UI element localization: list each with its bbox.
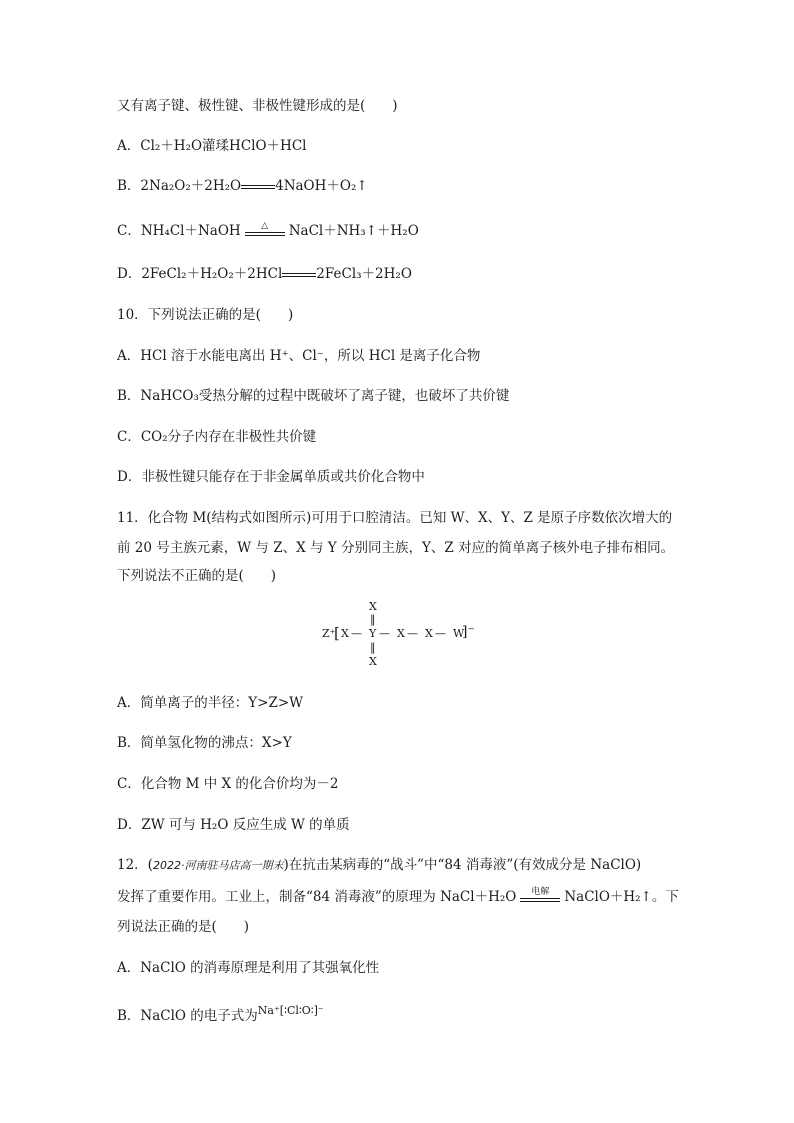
struct-double-bond-top: ‖	[370, 613, 376, 626]
struct-bracket-open: [	[334, 624, 340, 642]
q9-b-label: B．	[117, 178, 141, 194]
electrolysis-condition-arrow	[520, 886, 560, 905]
q9-b-right: 4NaOH＋O₂↑	[275, 178, 368, 194]
q9-option-c	[117, 221, 419, 241]
q9-option-d	[117, 264, 412, 284]
q12-b-text: B．NaClO 的电子式为	[117, 1008, 258, 1024]
q9-d-label: D．	[117, 266, 142, 282]
struct-z-plus: Z⁺	[322, 627, 336, 640]
q12-line2-right: NaClO＋H₂↑。下	[564, 889, 679, 905]
q9-c-label: C．	[117, 223, 141, 239]
struct-double-bond-bottom: ‖	[370, 641, 376, 654]
q9-d-left: 2FeCl₂＋H₂O₂＋2HCl	[141, 266, 283, 282]
electrolysis-label: 电解	[531, 886, 550, 897]
structural-formula-m	[322, 600, 475, 675]
q12-number: 12．(	[117, 857, 153, 873]
struct-dash1: —	[351, 627, 362, 640]
q10-option-c: C．CO₂分子内存在非极性共价键	[117, 429, 317, 445]
q12-line2	[117, 887, 679, 907]
q11-option-b: B．简单氢化物的沸点：X>Y	[117, 735, 292, 751]
struct-x-top: X	[369, 600, 377, 613]
struct-x-bottom: X	[369, 655, 377, 668]
q10-stem: 10．下列说法正确的是( )	[117, 307, 294, 323]
struct-y: Y	[369, 627, 377, 640]
q12-line1	[117, 855, 641, 876]
q9-option-b	[117, 176, 368, 196]
q9-b-left: 2Na₂O₂＋2H₂O	[140, 178, 242, 194]
heat-symbol: △	[261, 220, 269, 231]
equals-sign-icon	[241, 182, 275, 192]
q12-line1-rest: )在抗击某病毒的“战斗”中“84 消毒液”(有效成分是 NaClO)	[283, 857, 642, 873]
q11-line3: 下列说法不正确的是( )	[117, 568, 277, 584]
struct-x2: X	[397, 627, 405, 640]
q11-option-d: D．ZW 可与 H₂O 反应生成 W 的单质	[117, 817, 350, 833]
struct-x1: X	[341, 627, 349, 640]
struct-dash3: —	[407, 627, 418, 640]
q9-c-right: NaCl＋NH₃↑＋H₂O	[288, 223, 419, 239]
q12-source: 2022·河南驻马店高一期末	[152, 859, 284, 872]
q11-option-c: C．化合物 M 中 X 的化合价均为－2	[117, 776, 339, 792]
q12-line3: 列说法正确的是( )	[117, 919, 250, 935]
struct-w: W	[453, 627, 465, 640]
struct-dash2: —	[379, 627, 390, 640]
struct-bracket-close: ]⁻	[462, 624, 475, 640]
q10-option-d: D．非极性键只能存在于非金属单质或共价化合物中	[117, 469, 425, 485]
q12-line2-left: 发挥了重要作用。工业上，制备“84 消毒液”的原理为 NaCl＋H₂O	[117, 889, 517, 905]
q12-option-a: A．NaClO 的消毒原理是利用了其强氧化性	[117, 960, 380, 976]
q11-line1: 11．化合物 M(结构式如图所示)可用于口腔清洁。已知 W、X、Y、Z 是原子序数依次增大的	[117, 510, 673, 526]
q10-option-b: B．NaHCO₃受热分解的过程中既破坏了离子键，也破坏了共价键	[117, 388, 510, 404]
equals-sign-icon	[282, 270, 316, 280]
q9-c-left: NH₄Cl＋NaOH	[140, 223, 241, 239]
q9-option-a	[117, 136, 306, 156]
struct-dash4: —	[435, 627, 446, 640]
q9-a-text: Cl₂＋H₂O灌瑈HClO＋HCl	[140, 138, 307, 154]
q9-d-right: 2FeCl₃＋2H₂O	[316, 266, 412, 282]
struct-x3: X	[425, 627, 433, 640]
intro-line: 又有离子键、极性键、非极性键形成的是( )	[117, 98, 398, 114]
q11-option-a: A．简单离子的半径：Y>Z>W	[117, 695, 304, 711]
electron-formula-naclo: Na⁺[∶Cl∶O∶]⁻	[257, 1004, 324, 1017]
q10-option-a: A．HCl 溶于水能电离出 H⁺、Cl⁻，所以 HCl 是离子化合物	[117, 348, 481, 364]
heat-condition-arrow	[245, 220, 285, 239]
q11-line2: 前 20 号主族元素，W 与 Z、X 与 Y 分别同主族，Y、Z 对应的简单离子核外电子排布相同。	[117, 540, 675, 556]
q9-a-label: A．	[117, 138, 141, 154]
q12-option-b	[117, 1006, 324, 1027]
